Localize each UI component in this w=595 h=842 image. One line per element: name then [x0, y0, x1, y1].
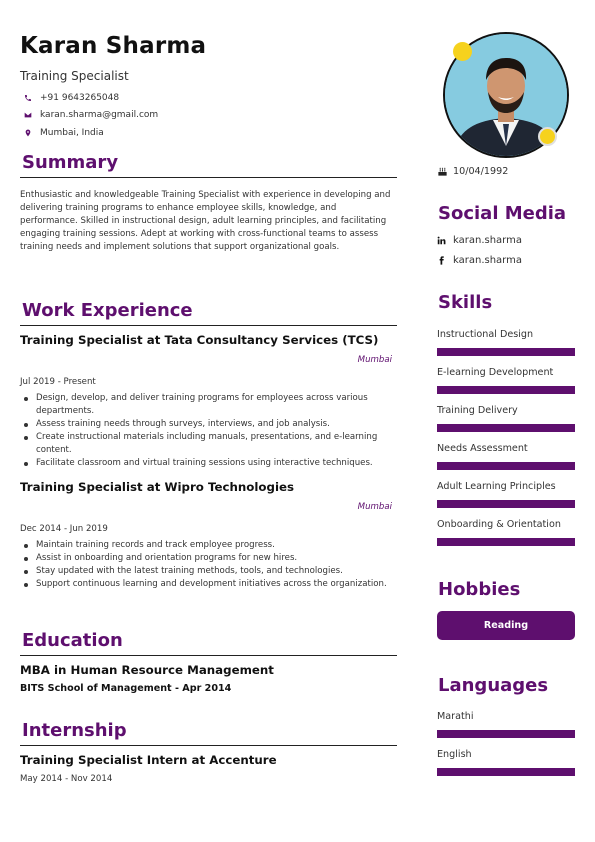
- skill-bar: [437, 386, 575, 394]
- list-item: Design, develop, and deliver training programs for employees across various departments.: [20, 392, 396, 418]
- list-item: Maintain training records and track employee progress.: [20, 539, 396, 552]
- contact-phone: [22, 91, 322, 105]
- skill-label: Adult Learning Principles: [437, 481, 556, 492]
- social-handle: karan.sharma: [453, 235, 522, 246]
- candidate-title: Training Specialist: [20, 69, 129, 83]
- internship-divider: [20, 745, 397, 746]
- facebook-icon: [437, 256, 446, 265]
- email-text: karan.sharma@gmail.com: [40, 110, 159, 120]
- education-heading: Education: [22, 630, 123, 651]
- hobby-chip: Reading: [437, 611, 575, 640]
- hobbies-heading: Hobbies: [438, 579, 521, 600]
- job-bullets: [20, 392, 396, 470]
- phone-text: +91 9643265048: [40, 93, 120, 103]
- skill-bar: [437, 500, 575, 508]
- skill-bar-fill: [437, 538, 575, 546]
- education-school: BITS School of Management - Apr 2014: [20, 683, 232, 694]
- internship-heading: Internship: [22, 720, 127, 741]
- contact-email: [22, 108, 322, 122]
- languages-heading: Languages: [438, 675, 549, 696]
- list-item: Assess training needs through surveys, interviews, and job analysis.: [20, 418, 396, 431]
- skill-bar-fill: [437, 462, 575, 470]
- job-dates: Jul 2019 - Present: [20, 377, 96, 387]
- location-text: Mumbai, India: [40, 128, 104, 138]
- skill-bar: [437, 424, 575, 432]
- internship-dates: May 2014 - Nov 2014: [20, 774, 113, 784]
- skill-bar-fill: [437, 500, 575, 508]
- list-item: Support continuous learning and development initiatives across the organization.: [20, 578, 396, 591]
- social-item-facebook[interactable]: [437, 255, 522, 266]
- education-divider: [20, 655, 397, 656]
- list-item: Stay updated with the latest training methods, tools, and technologies.: [20, 565, 396, 578]
- skill-bar: [437, 462, 575, 470]
- decorative-dot: [453, 42, 472, 61]
- profile-photo: [443, 32, 569, 158]
- language-bar: [437, 768, 575, 776]
- candidate-name: Karan Sharma: [20, 33, 207, 59]
- contact-location: [22, 126, 322, 140]
- work-divider: [20, 325, 397, 326]
- skill-label: E-learning Development: [437, 367, 554, 378]
- summary-text: Enthusiastic and knowledgeable Training Specialist with experience in developing and delivering training programs to enhance employee skills, knowledge, and performance. Skilled in instructional design, adult learning principles, and facilitating engaging training sessions. Adept at working with cross-functional teams to assess training needs and implement solutions that support organizational goals.: [20, 190, 391, 252]
- skill-bar-fill: [437, 386, 575, 394]
- social-heading: Social Media: [438, 203, 567, 224]
- social-item-linkedin[interactable]: [437, 235, 522, 246]
- phone-icon: [22, 94, 34, 102]
- list-item: Assist in onboarding and orientation programs for new hires.: [20, 552, 396, 565]
- linkedin-icon: [437, 236, 446, 245]
- social-handle: karan.sharma: [453, 255, 522, 266]
- skill-bar: [437, 538, 575, 546]
- skill-bar-fill: [437, 424, 575, 432]
- skill-label: Needs Assessment: [437, 443, 528, 454]
- skill-label: Onboarding & Orientation: [437, 519, 561, 530]
- cake-icon: [437, 166, 448, 177]
- decorative-dot: [538, 127, 557, 146]
- map-pin-icon: [22, 129, 34, 137]
- summary-divider: [20, 177, 397, 178]
- dob-text: 10/04/1992: [453, 166, 509, 177]
- skill-label: Training Delivery: [437, 405, 518, 416]
- language-bar-fill: [437, 768, 575, 776]
- list-item: Create instructional materials including manuals, presentations, and e-learning content.: [20, 431, 396, 457]
- date-of-birth: [437, 166, 508, 177]
- skill-bar-fill: [437, 348, 575, 356]
- job-bullets: [20, 539, 396, 591]
- mail-icon: [22, 111, 34, 119]
- work-heading: Work Experience: [22, 300, 193, 321]
- skills-heading: Skills: [438, 292, 493, 313]
- language-label: Marathi: [437, 711, 474, 722]
- skill-bar: [437, 348, 575, 356]
- summary-heading: Summary: [22, 152, 119, 173]
- education-degree: MBA in Human Resource Management: [20, 663, 274, 677]
- job-dates: Dec 2014 - Jun 2019: [20, 524, 108, 534]
- language-bar-fill: [437, 730, 575, 738]
- job-title: Training Specialist at Tata Consultancy Services (TCS): [20, 333, 379, 347]
- list-item: Facilitate classroom and virtual training sessions using interactive techniques.: [20, 457, 396, 470]
- internship-title: Training Specialist Intern at Accenture: [20, 753, 277, 767]
- skill-label: Instructional Design: [437, 329, 534, 340]
- job-location: Mumbai: [357, 355, 392, 365]
- job-title: Training Specialist at Wipro Technologies: [20, 480, 295, 494]
- language-label: English: [437, 749, 472, 760]
- language-bar: [437, 730, 575, 738]
- job-location: Mumbai: [357, 502, 392, 512]
